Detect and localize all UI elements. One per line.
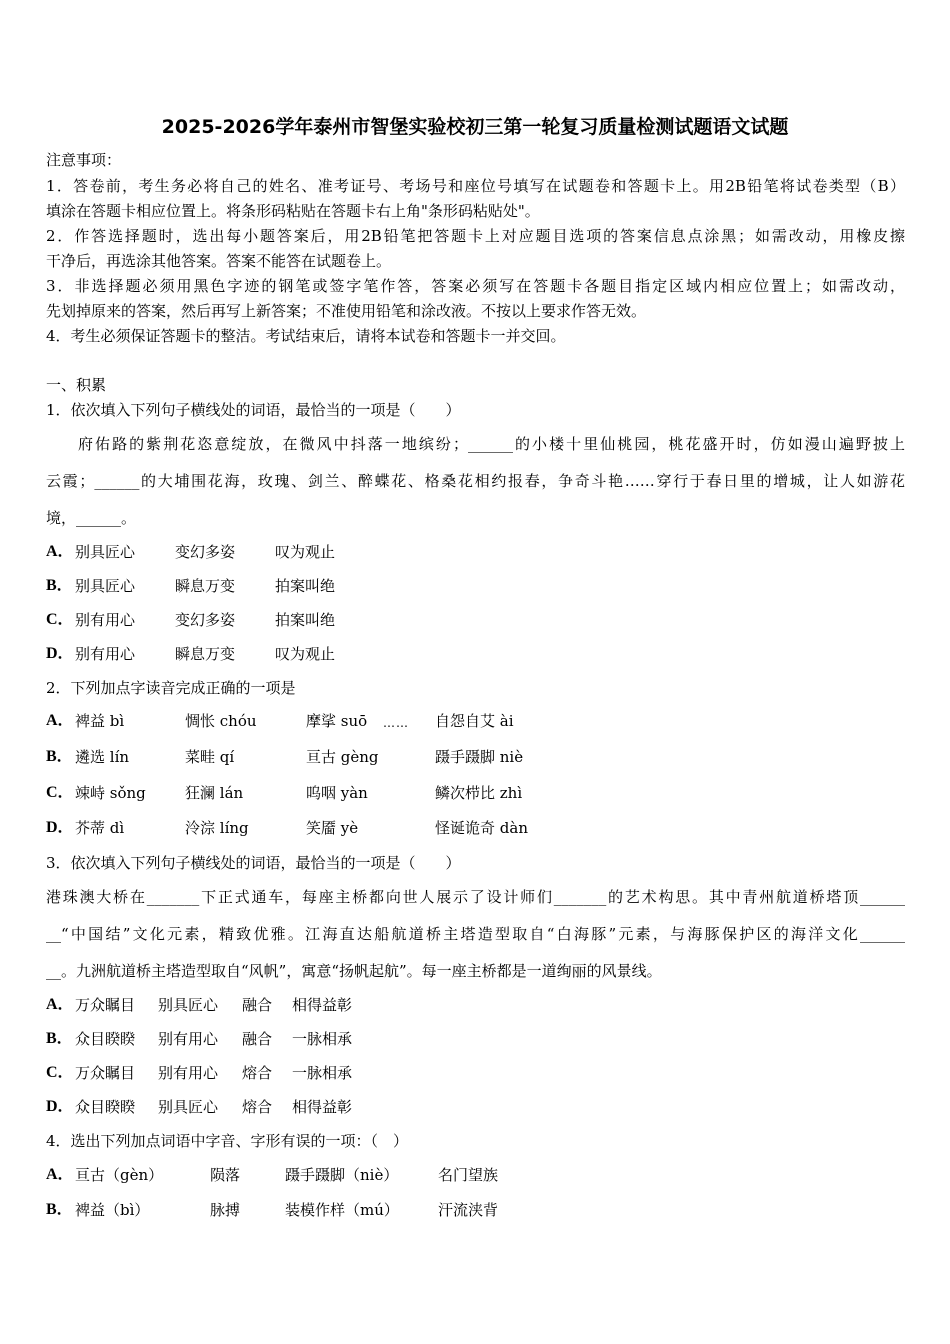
option-item: 菜畦 qí <box>185 748 235 766</box>
option-item: 瞬息万变 <box>175 577 236 595</box>
option-item: 脉搏 <box>210 1201 241 1219</box>
option-item: 融合 <box>242 996 273 1014</box>
option-item: 别有用心 <box>158 1030 219 1048</box>
option-item: 蹑手蹑脚（niè） <box>285 1166 399 1184</box>
option-item: 亘古（gèn） <box>75 1166 164 1184</box>
option-item: 装模作样（mú） <box>285 1201 399 1219</box>
notice-line: 2．作答选择题时，选出每小题答案后，用2B铅笔把答题卡上对应题目选项的答案信息点涂黑；如需改动，用橡皮擦 <box>46 227 905 245</box>
notice-line: 先划掉原来的答案，然后再写上新答案；不准使用铅笔和涂改液。不按以上要求作答无效。 <box>46 302 647 320</box>
option-item: 蹑手蹑脚 niè <box>435 748 524 766</box>
option-label[interactable]: C． <box>46 611 74 628</box>
option-item: 别具匠心 <box>158 1098 219 1116</box>
option-item: 惆怅 chóu <box>185 712 257 730</box>
option-item: 万众瞩目 <box>75 1064 136 1082</box>
option-item: 叹为观止 <box>275 543 336 561</box>
option-item: 万众瞩目 <box>75 996 136 1014</box>
option-item: 别具匠心 <box>75 577 136 595</box>
option-item: 一脉相承 <box>292 1064 353 1082</box>
page-title: 2025-2026学年泰州市智堡实验校初三第一轮复习质量检测试题语文试题 <box>161 116 789 138</box>
question-1-stem: 1．依次填入下列句子横线处的词语，最恰当的一项是（ ） <box>46 401 461 419</box>
option-item: 众目睽睽 <box>75 1098 136 1116</box>
q1-passage: 府佑路的紫荆花恣意绽放，在微风中抖落一地缤纷；______的小楼十里仙桃园，桃花盛开时，仿如漫山遍野披上 <box>78 435 905 453</box>
option-label[interactable]: D． <box>46 645 74 662</box>
option-label[interactable]: D． <box>46 819 74 836</box>
option-label[interactable]: C． <box>46 784 74 801</box>
q1-passage: 境，______。 <box>46 509 137 527</box>
q3-passage: __。九洲航道桥主塔造型取自“风帆”，寓意“扬帆起航”。每一座主桥都是一道绚丽的风景线。 <box>46 962 662 980</box>
option-item: 熔合 <box>242 1064 273 1082</box>
option-item: 熔合 <box>242 1098 273 1116</box>
option-item: 拍案叫绝 <box>275 611 336 629</box>
option-item: 鳞次栉比 zhì <box>435 784 523 802</box>
option-item: 瞬息万变 <box>175 645 236 663</box>
option-item: 陨落 <box>210 1166 241 1184</box>
option-item: 裨益（bì） <box>75 1201 150 1219</box>
notice-line: 4．考生必须保证答题卡的整洁。考试结束后，请将本试卷和答题卡一并交回。 <box>46 327 566 345</box>
option-item: 遴选 lín <box>75 748 130 766</box>
option-item: 狂澜 lán <box>185 784 244 802</box>
option-item: 变幻多姿 <box>175 611 236 629</box>
option-item: 自怨自艾 ài <box>435 712 514 730</box>
option-item: 融合 <box>242 1030 273 1048</box>
q3-passage: __“中国结”文化元素，精致优雅。江海直达船航道桥主塔造型取自“白海豚”元素，与海豚保护区的海洋文化______ <box>46 925 905 943</box>
option-item: 泠淙 líng <box>185 819 249 837</box>
option-item: 拍案叫绝 <box>275 577 336 595</box>
option-label[interactable]: A． <box>46 543 74 560</box>
option-label[interactable]: D． <box>46 1098 74 1115</box>
q1-passage: 云霞；______的大埔围花海，玫瑰、剑兰、醉蝶花、格桑花相约报春，争奇斗艳……穿行于春日里的增城，让人如游花 <box>46 472 905 490</box>
option-item: 竦峙 sǒng <box>75 784 146 802</box>
option-item: 芥蒂 dì <box>75 819 125 837</box>
option-label[interactable]: A． <box>46 1166 74 1183</box>
option-label[interactable]: B． <box>46 577 73 594</box>
question-4-stem: 4．选出下列加点词语中字音、字形有误的一项：（ ） <box>46 1132 409 1150</box>
option-item: 变幻多姿 <box>175 543 236 561</box>
option-label[interactable]: B． <box>46 748 73 765</box>
notice-line: 1．答卷前，考生务必将自己的姓名、准考证号、考场号和座位号填写在试题卷和答题卡上。用2B铅笔将试卷类型（B） <box>46 177 905 195</box>
option-item: 名门望族 <box>438 1166 499 1184</box>
notice-line: 3．非选择题必须用黑色字迹的钢笔或签字笔作答，答案必须写在答题卡各题目指定区域内相应位置上；如需改动， <box>46 277 905 295</box>
option-item: 笑靥 yè <box>306 819 359 837</box>
option-item: 呜咽 yàn <box>306 784 368 802</box>
notice-line: 干净后，再选涂其他答案。答案不能答在试题卷上。 <box>46 252 392 270</box>
option-label[interactable]: A． <box>46 712 74 729</box>
option-label[interactable]: B． <box>46 1201 73 1218</box>
question-2-stem: 2．下列加点字读音完成正确的一项是 <box>46 679 296 697</box>
option-item: 叹为观止 <box>275 645 336 663</box>
option-item: 别有用心 <box>75 645 136 663</box>
notice-line: 填涂在答题卡相应位置上。将条形码粘贴在答题卡右上角"条形码粘贴处"。 <box>46 202 540 220</box>
option-item: 汗流浃背 <box>438 1201 499 1219</box>
option-item: 一脉相承 <box>292 1030 353 1048</box>
section-heading: 一、积累 <box>46 376 107 394</box>
option-item: 裨益 bì <box>75 712 125 730</box>
emphasis-dots: …… <box>383 716 409 730</box>
option-label[interactable]: C． <box>46 1064 74 1081</box>
option-item: 相得益彰 <box>292 1098 353 1116</box>
option-item: 相得益彰 <box>292 996 353 1014</box>
option-item: 怪诞诡奇 dàn <box>435 819 528 837</box>
option-item: 亘古 gèng <box>306 748 379 766</box>
option-item: 摩挲 suō <box>306 712 368 730</box>
notice-heading: 注意事项： <box>46 151 122 169</box>
option-label[interactable]: A． <box>46 996 74 1013</box>
option-item: 别有用心 <box>75 611 136 629</box>
option-label[interactable]: B． <box>46 1030 73 1047</box>
option-item: 众目睽睽 <box>75 1030 136 1048</box>
option-item: 别具匠心 <box>158 996 219 1014</box>
question-3-stem: 3．依次填入下列句子横线处的词语，最恰当的一项是（ ） <box>46 854 461 872</box>
option-item: 别具匠心 <box>75 543 136 561</box>
q3-passage: 港珠澳大桥在_______下正式通车，每座主桥都向世人展示了设计师们_______的艺术构思。其中青州航道桥塔顶______ <box>46 888 905 906</box>
option-item: 别有用心 <box>158 1064 219 1082</box>
